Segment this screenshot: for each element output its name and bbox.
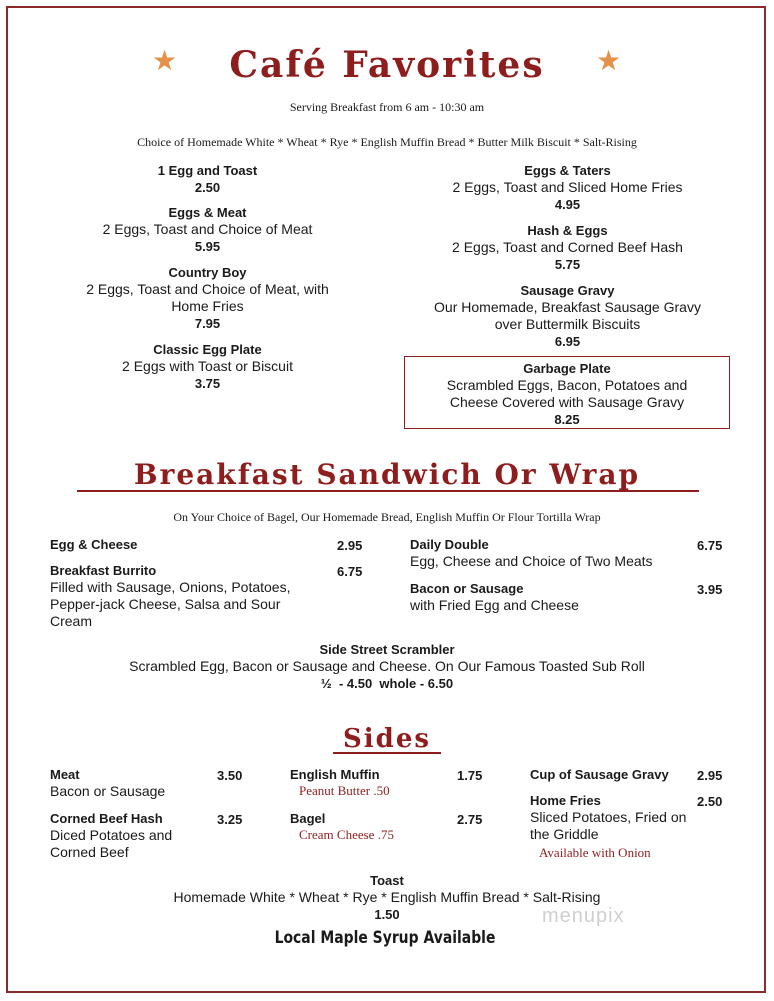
side-bagel — [290, 810, 325, 827]
item-name: Country Boy — [168, 265, 247, 280]
item-price: 2.50 — [194, 180, 221, 195]
item-desc: Filled with Sausage, Onions, Potatoes, — [50, 579, 291, 595]
item-price: 1.75 — [457, 768, 483, 783]
item-name: Eggs & Meat — [168, 205, 247, 220]
item-name: English Muffin — [290, 767, 380, 782]
item-name: Breakfast Burrito — [50, 563, 157, 578]
item-price: 2.75 — [457, 812, 483, 827]
maple-syrup-note: Local Maple Syrup Available — [274, 928, 496, 948]
item-desc: Egg, Cheese and Choice of Two Meats — [410, 553, 653, 569]
item-desc: Sliced Potatoes, Fried on — [530, 809, 687, 825]
star-icon-right: ★ — [596, 45, 622, 76]
menu-item-classic-egg-plate — [40, 341, 375, 392]
item-price: 2.50 — [697, 794, 723, 809]
item-desc: 2 Eggs, Toast and Sliced Home Fries — [452, 179, 683, 195]
item-name: Sausage Gravy — [520, 283, 615, 298]
item-desc: 2 Eggs, Toast and Choice of Meat, with — [86, 281, 329, 297]
menu-item-eggs-meat — [40, 204, 375, 255]
sandwich-subtitle: On Your Choice of Bagel, Our Homemade Bread, English Muffin Or Flour Tortilla Wrap — [173, 510, 601, 524]
section-divider — [333, 752, 441, 754]
menu-item-hash-eggs — [405, 222, 730, 273]
item-name: Meat — [50, 767, 80, 782]
item-name: Egg & Cheese — [50, 537, 138, 552]
side-toast — [0, 872, 774, 923]
item-name: Classic Egg Plate — [153, 342, 262, 357]
item-name: 1 Egg and Toast — [157, 163, 258, 178]
side-corned-beef-hash — [50, 810, 220, 861]
section-title-sides: Sides — [342, 724, 431, 754]
side-note-cream-cheese: Cream Cheese .75 — [299, 827, 394, 842]
item-name: Daily Double — [410, 537, 489, 552]
star-icon-left: ★ — [152, 45, 178, 76]
page-title: Café Favorites — [229, 44, 545, 86]
serving-hours: Serving Breakfast from 6 am - 10:30 am — [289, 100, 485, 114]
item-price: 1.50 — [374, 907, 400, 922]
item-desc: Cheese Covered with Sausage Gravy — [449, 394, 685, 410]
item-price: 2.95 — [337, 538, 363, 553]
item-name: Toast — [370, 873, 404, 888]
item-name: Eggs & Taters — [524, 163, 611, 178]
side-sausage-gravy — [530, 766, 669, 783]
item-name: Side Street Scrambler — [319, 642, 455, 657]
side-street-scrambler — [0, 641, 774, 692]
item-desc: Bacon or Sausage — [50, 783, 166, 799]
item-desc: with Fried Egg and Cheese — [410, 597, 579, 613]
item-price: 5.95 — [194, 239, 221, 254]
item-desc: 2 Eggs with Toast or Biscuit — [122, 358, 293, 374]
item-desc: the Griddle — [530, 826, 599, 842]
item-price: 3.95 — [697, 582, 723, 597]
side-english-muffin — [290, 766, 380, 783]
item-desc: Scrambled Eggs, Bacon, Potatoes and — [446, 377, 688, 393]
item-name: Home Fries — [530, 793, 601, 808]
sandwich-egg-cheese — [50, 536, 137, 553]
item-desc: Pepper-jack Cheese, Salsa and Sour — [50, 596, 281, 612]
item-price: 6.75 — [337, 564, 363, 579]
sandwich-bacon-sausage — [410, 580, 690, 614]
item-price: 3.50 — [217, 768, 243, 783]
item-name: Bagel — [290, 811, 326, 826]
menu-item-eggs-taters — [405, 162, 730, 213]
watermark: menupix — [542, 905, 625, 927]
item-desc: 2 Eggs, Toast and Choice of Meat — [102, 221, 313, 237]
item-name: Corned Beef Hash — [50, 811, 163, 826]
item-desc: Corned Beef — [50, 844, 129, 860]
item-desc: Diced Potatoes and — [50, 827, 173, 843]
side-meat — [50, 766, 220, 800]
item-price: 5.75 — [554, 257, 581, 272]
item-price: 3.25 — [217, 812, 243, 827]
item-desc: 2 Eggs, Toast and Corned Beef Hash — [452, 239, 683, 255]
sandwich-daily-double — [410, 536, 690, 570]
side-note-peanut-butter: Peanut Butter .50 — [299, 783, 390, 798]
item-price: 6.95 — [554, 334, 581, 349]
item-desc: Home Fries — [171, 298, 244, 314]
item-price: 2.95 — [697, 768, 723, 783]
menu-item-sausage-gravy — [405, 282, 730, 350]
item-price: ½ - 4.50 whole - 6.50 — [320, 676, 454, 691]
section-divider — [77, 490, 699, 492]
menu-item-egg-toast — [40, 162, 375, 196]
item-desc: over Buttermilk Biscuits — [494, 316, 641, 332]
item-name: Hash & Eggs — [527, 223, 608, 238]
item-name: Garbage Plate — [523, 361, 611, 376]
menu-item-garbage-plate — [404, 356, 730, 429]
item-price: 7.95 — [194, 316, 221, 331]
side-note-onion: Available with Onion — [539, 845, 651, 860]
item-price: 6.75 — [697, 538, 723, 553]
menu-item-country-boy — [40, 264, 375, 332]
bread-choice: Choice of Homemade White * Wheat * Rye * English Muffin Bread * Butter Milk Biscuit * Salt-Rising — [137, 135, 637, 149]
item-price: 8.25 — [554, 412, 580, 427]
item-desc: Scrambled Egg, Bacon or Sausage and Cheese. On Our Famous Toasted Sub Roll — [129, 658, 645, 674]
section-title-sandwich: Breakfast Sandwich Or Wrap — [133, 458, 641, 491]
sandwich-breakfast-burrito — [50, 562, 340, 630]
item-desc: Homemade White * Wheat * Rye * English Muffin Bread * Salt-Rising — [173, 889, 601, 905]
item-price: 3.75 — [194, 376, 221, 391]
item-desc: Cream — [50, 613, 93, 629]
item-name: Bacon or Sausage — [410, 581, 524, 596]
item-name: Cup of Sausage Gravy — [530, 767, 669, 782]
item-desc: Our Homemade, Breakfast Sausage Gravy — [434, 299, 701, 315]
item-price: 4.95 — [554, 197, 581, 212]
